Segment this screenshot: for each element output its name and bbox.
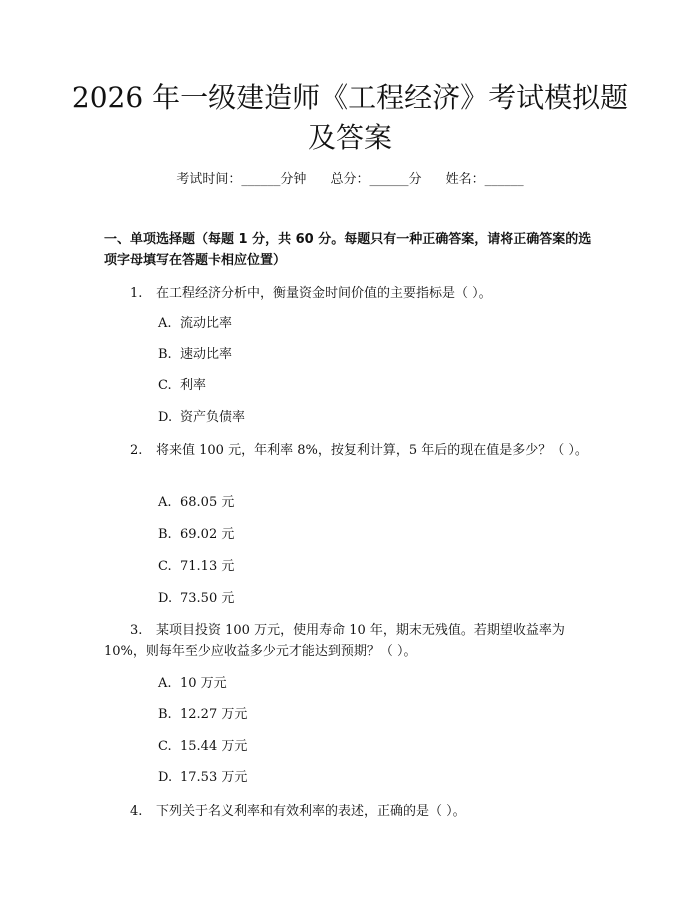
- exam-score: 总分：______分: [330, 172, 422, 187]
- option-letter: B.: [158, 707, 172, 722]
- option-text: 12.27 万元: [180, 707, 248, 722]
- option-text: 10 万元: [180, 676, 227, 691]
- option-text: 69.02 元: [180, 527, 235, 542]
- option-text: 73.50 元: [180, 591, 235, 606]
- question-text: 某项目投资 100 万元，使用寿命 10 年，期末无残值。若期望收益率为 10%，则每年至少应收益多少元才能达到预期？（ ）。: [104, 623, 565, 659]
- question-number: 4.: [130, 804, 143, 819]
- exam-meta: [0, 168, 700, 187]
- exam-time: 考试时间：______分钟: [176, 172, 307, 187]
- option-letter: B.: [158, 527, 172, 542]
- option-letter: C.: [158, 378, 172, 393]
- option-1b: [158, 346, 232, 364]
- option-text: 15.44 万元: [180, 739, 248, 754]
- option-text: 流动比率: [180, 316, 233, 331]
- option-letter: D.: [158, 770, 173, 785]
- question-number: 2.: [130, 443, 143, 458]
- option-letter: A.: [158, 495, 172, 510]
- option-3b: [158, 706, 247, 724]
- option-text: 17.53 万元: [180, 770, 248, 785]
- option-text: 速动比率: [180, 347, 233, 362]
- question-number: 3.: [130, 623, 143, 638]
- question-2: [104, 440, 604, 461]
- option-1d: [158, 409, 245, 427]
- option-letter: C.: [158, 739, 172, 754]
- question-3: [104, 620, 604, 662]
- option-3a: [158, 675, 227, 693]
- option-2c: [158, 558, 234, 576]
- option-letter: B.: [158, 347, 172, 362]
- question-4: [104, 801, 604, 822]
- option-text: 利率: [180, 378, 207, 393]
- option-2d: [158, 590, 234, 608]
- exam-name: 姓名：______: [445, 172, 524, 187]
- title-line-2: 及答案: [307, 121, 392, 154]
- option-1a: [158, 315, 232, 333]
- option-2a: [158, 494, 234, 512]
- option-letter: A.: [158, 316, 172, 331]
- document-title: [60, 78, 640, 158]
- option-2b: [158, 526, 234, 544]
- section-heading: 一、单项选择题（每题 1 分，共 60 分。每题只有一种正确答案，请将正确答案的选项字母填写在答题卡相应位置）: [104, 232, 592, 268]
- question-text: 将来值 100 元，年利率 8%，按复利计算，5 年后的现在值是多少？（ ）。: [156, 443, 588, 458]
- option-3c: [158, 738, 247, 756]
- question-1: [104, 283, 604, 304]
- question-text: 在工程经济分析中，衡量资金时间价值的主要指标是（ ）。: [156, 286, 492, 301]
- title-line-1: 2026 年一级建造师《工程经济》考试模拟题: [71, 81, 629, 114]
- option-text: 71.13 元: [180, 559, 235, 574]
- option-text: 资产负债率: [180, 410, 246, 425]
- question-number: 1.: [130, 286, 143, 301]
- option-letter: C.: [158, 559, 172, 574]
- option-text: 68.05 元: [180, 495, 235, 510]
- option-3d: [158, 769, 247, 787]
- question-text: 下列关于名义利率和有效利率的表述，正确的是（ ）。: [156, 804, 466, 819]
- option-letter: D.: [158, 410, 173, 425]
- option-letter: A.: [158, 676, 172, 691]
- option-letter: D.: [158, 591, 173, 606]
- option-1c: [158, 377, 206, 395]
